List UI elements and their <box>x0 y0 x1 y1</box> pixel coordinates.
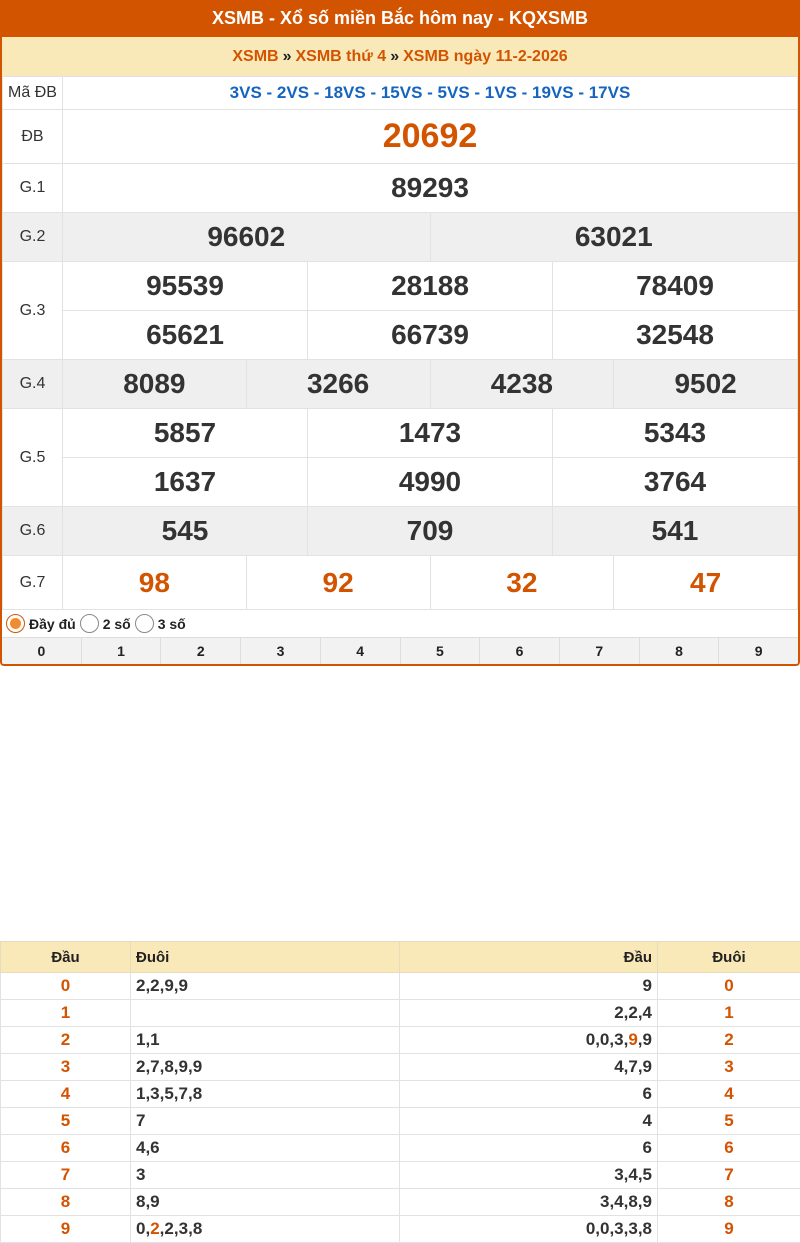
loto-dau: 0 <box>1 973 131 1000</box>
breadcrumb <box>2 37 798 76</box>
loto-duoi-right: 8 <box>658 1189 800 1216</box>
breadcrumb-sep: » <box>282 48 292 65</box>
g6-label: G.6 <box>3 507 63 556</box>
loto-dau: 8 <box>1 1189 131 1216</box>
g5-label: G.5 <box>3 409 63 507</box>
breadcrumb-weekday[interactable]: XSMB thứ 4 <box>295 48 387 65</box>
g3-prize: 32548 <box>553 311 798 360</box>
loto-duoi: 2,2,9,9 <box>131 973 400 1000</box>
loto-duoi: 1,1 <box>131 1027 400 1054</box>
highlight-digit: 2 <box>150 1219 160 1238</box>
loto-duoi-right: 5 <box>658 1108 800 1135</box>
digit-button[interactable]: 9 <box>754 643 763 659</box>
g2-label: G.2 <box>3 213 63 262</box>
g4-prize: 4238 <box>430 360 614 409</box>
g7-prize: 92 <box>246 556 430 610</box>
option-full[interactable] <box>6 614 76 633</box>
ma-db-label: Mã ĐB <box>3 77 63 110</box>
loto-duoi: 1,3,5,7,8 <box>131 1081 400 1108</box>
special-prize: 20692 <box>63 110 798 164</box>
digit-button[interactable]: 1 <box>82 638 162 665</box>
g4-prize: 8089 <box>63 360 247 409</box>
loto-row <box>1 1054 800 1081</box>
display-options <box>2 610 798 638</box>
loto-dau-right: 4 <box>400 1108 658 1135</box>
loto-dau: 4 <box>1 1081 131 1108</box>
loto-row <box>1 1027 800 1054</box>
g3-prize: 95539 <box>63 262 308 311</box>
loto-duoi: 4,6 <box>131 1135 400 1162</box>
loto-duoi-right: 2 <box>658 1027 800 1054</box>
digit-button[interactable]: 3 <box>241 638 321 665</box>
results-table <box>2 76 798 610</box>
loto-row <box>1 1081 800 1108</box>
loto-header-dau: Đầu <box>1 942 131 973</box>
radio-full[interactable] <box>6 614 25 633</box>
g6-prize: 545 <box>63 507 308 556</box>
g3-prize: 78409 <box>553 262 798 311</box>
g5-prize: 1637 <box>63 458 308 507</box>
loto-header-dau: Đầu <box>400 942 658 973</box>
loto-body <box>1 973 800 1243</box>
loto-dau-right: 0,0,3,3,8 <box>400 1216 658 1243</box>
loto-dau: 7 <box>1 1162 131 1189</box>
option-three-label: 3 số <box>157 615 186 632</box>
loto-row <box>1 1135 800 1162</box>
loto-dau-right: 0,0,3,9,9 <box>400 1027 658 1054</box>
g3-prize: 28188 <box>308 262 553 311</box>
digit-button[interactable]: 5 <box>401 638 481 665</box>
g5-prize: 3764 <box>553 458 798 507</box>
ma-db-codes: 3VS - 2VS - 18VS - 15VS - 5VS - 1VS - 19VS - 17VS <box>63 77 798 110</box>
loto-dau-right: 3,4,8,9 <box>400 1189 658 1216</box>
g3-prize: 65621 <box>63 311 308 360</box>
g1-label: G.1 <box>3 164 63 213</box>
loto-dau-right: 3,4,5 <box>400 1162 658 1189</box>
g7-label: G.7 <box>3 556 63 610</box>
highlight-digit: 9 <box>628 1030 638 1049</box>
loto-row <box>1 1216 800 1243</box>
g4-label: G.4 <box>3 360 63 409</box>
g5-prize: 5343 <box>553 409 798 458</box>
loto-dau: 2 <box>1 1027 131 1054</box>
option-two-label: 2 số <box>102 615 131 632</box>
loto-row <box>1 1108 800 1135</box>
loto-duoi-right: 7 <box>658 1162 800 1189</box>
option-two-digits[interactable] <box>80 614 131 633</box>
loto-duoi-right: 9 <box>658 1216 800 1243</box>
radio-two-digits[interactable] <box>80 614 99 633</box>
loto-duoi: 2,7,8,9,9 <box>131 1054 400 1081</box>
digit-button[interactable]: 8 <box>640 638 720 665</box>
loto-dau: 5 <box>1 1108 131 1135</box>
loto-duoi-right: 4 <box>658 1081 800 1108</box>
loto-dau-right: 6 <box>400 1135 658 1162</box>
digit-button[interactable]: 7 <box>560 638 640 665</box>
db-label: ĐB <box>3 110 63 164</box>
g1-prize: 89293 <box>63 164 798 213</box>
digit-filter <box>2 638 798 665</box>
g2-prize: 63021 <box>430 213 798 262</box>
option-full-label: Đầy đủ <box>29 615 76 632</box>
option-three-digits[interactable] <box>135 614 186 633</box>
loto-dau-right: 2,2,4 <box>400 1000 658 1027</box>
loto-table <box>0 941 800 1243</box>
loto-row <box>1 1162 800 1189</box>
g3-label: G.3 <box>3 262 63 360</box>
g7-prize: 98 <box>63 556 247 610</box>
breadcrumb-xsmb[interactable]: XSMB <box>232 48 279 65</box>
loto-duoi-right: 1 <box>658 1000 800 1027</box>
g7-prize: 32 <box>430 556 614 610</box>
g6-prize: 709 <box>308 507 553 556</box>
page-title: XSMB - Xổ số miền Bắc hôm nay - KQXSMB <box>2 0 798 37</box>
loto-row <box>1 973 800 1000</box>
loto-dau-right: 4,7,9 <box>400 1054 658 1081</box>
digit-button[interactable]: 4 <box>321 638 401 665</box>
g5-prize: 5857 <box>63 409 308 458</box>
breadcrumb-date[interactable]: XSMB ngày 11-2-2026 <box>403 48 568 65</box>
g5-prize: 4990 <box>308 458 553 507</box>
loto-row <box>1 1000 800 1027</box>
loto-duoi-right: 6 <box>658 1135 800 1162</box>
loto-header-duoi: Đuôi <box>131 942 400 973</box>
g3-prize: 66739 <box>308 311 553 360</box>
loto-dau-right: 6 <box>400 1081 658 1108</box>
loto-dau: 3 <box>1 1054 131 1081</box>
loto-duoi-right: 3 <box>658 1054 800 1081</box>
loto-duoi: 3 <box>131 1162 400 1189</box>
loto-dau-right: 9 <box>400 973 658 1000</box>
g7-prize: 47 <box>614 556 798 610</box>
radio-three-digits[interactable] <box>135 614 154 633</box>
g4-prize: 9502 <box>614 360 798 409</box>
loto-dau: 9 <box>1 1216 131 1243</box>
digit-button[interactable]: 6 <box>480 638 560 665</box>
loto-duoi: 0,2,2,3,8 <box>131 1216 400 1243</box>
digit-button[interactable]: 2 <box>161 638 241 665</box>
g4-prize: 3266 <box>246 360 430 409</box>
loto-duoi: 8,9 <box>131 1189 400 1216</box>
loto-row <box>1 1189 800 1216</box>
loto-dau: 6 <box>1 1135 131 1162</box>
loto-duoi <box>131 1000 400 1027</box>
breadcrumb-sep: » <box>390 48 400 65</box>
digit-button[interactable]: 0 <box>2 638 82 665</box>
g5-prize: 1473 <box>308 409 553 458</box>
loto-header-duoi: Đuôi <box>658 942 800 973</box>
g2-prize: 96602 <box>63 213 431 262</box>
loto-dau: 1 <box>1 1000 131 1027</box>
g6-prize: 541 <box>553 507 798 556</box>
loto-duoi-right: 0 <box>658 973 800 1000</box>
loto-duoi: 7 <box>131 1108 400 1135</box>
